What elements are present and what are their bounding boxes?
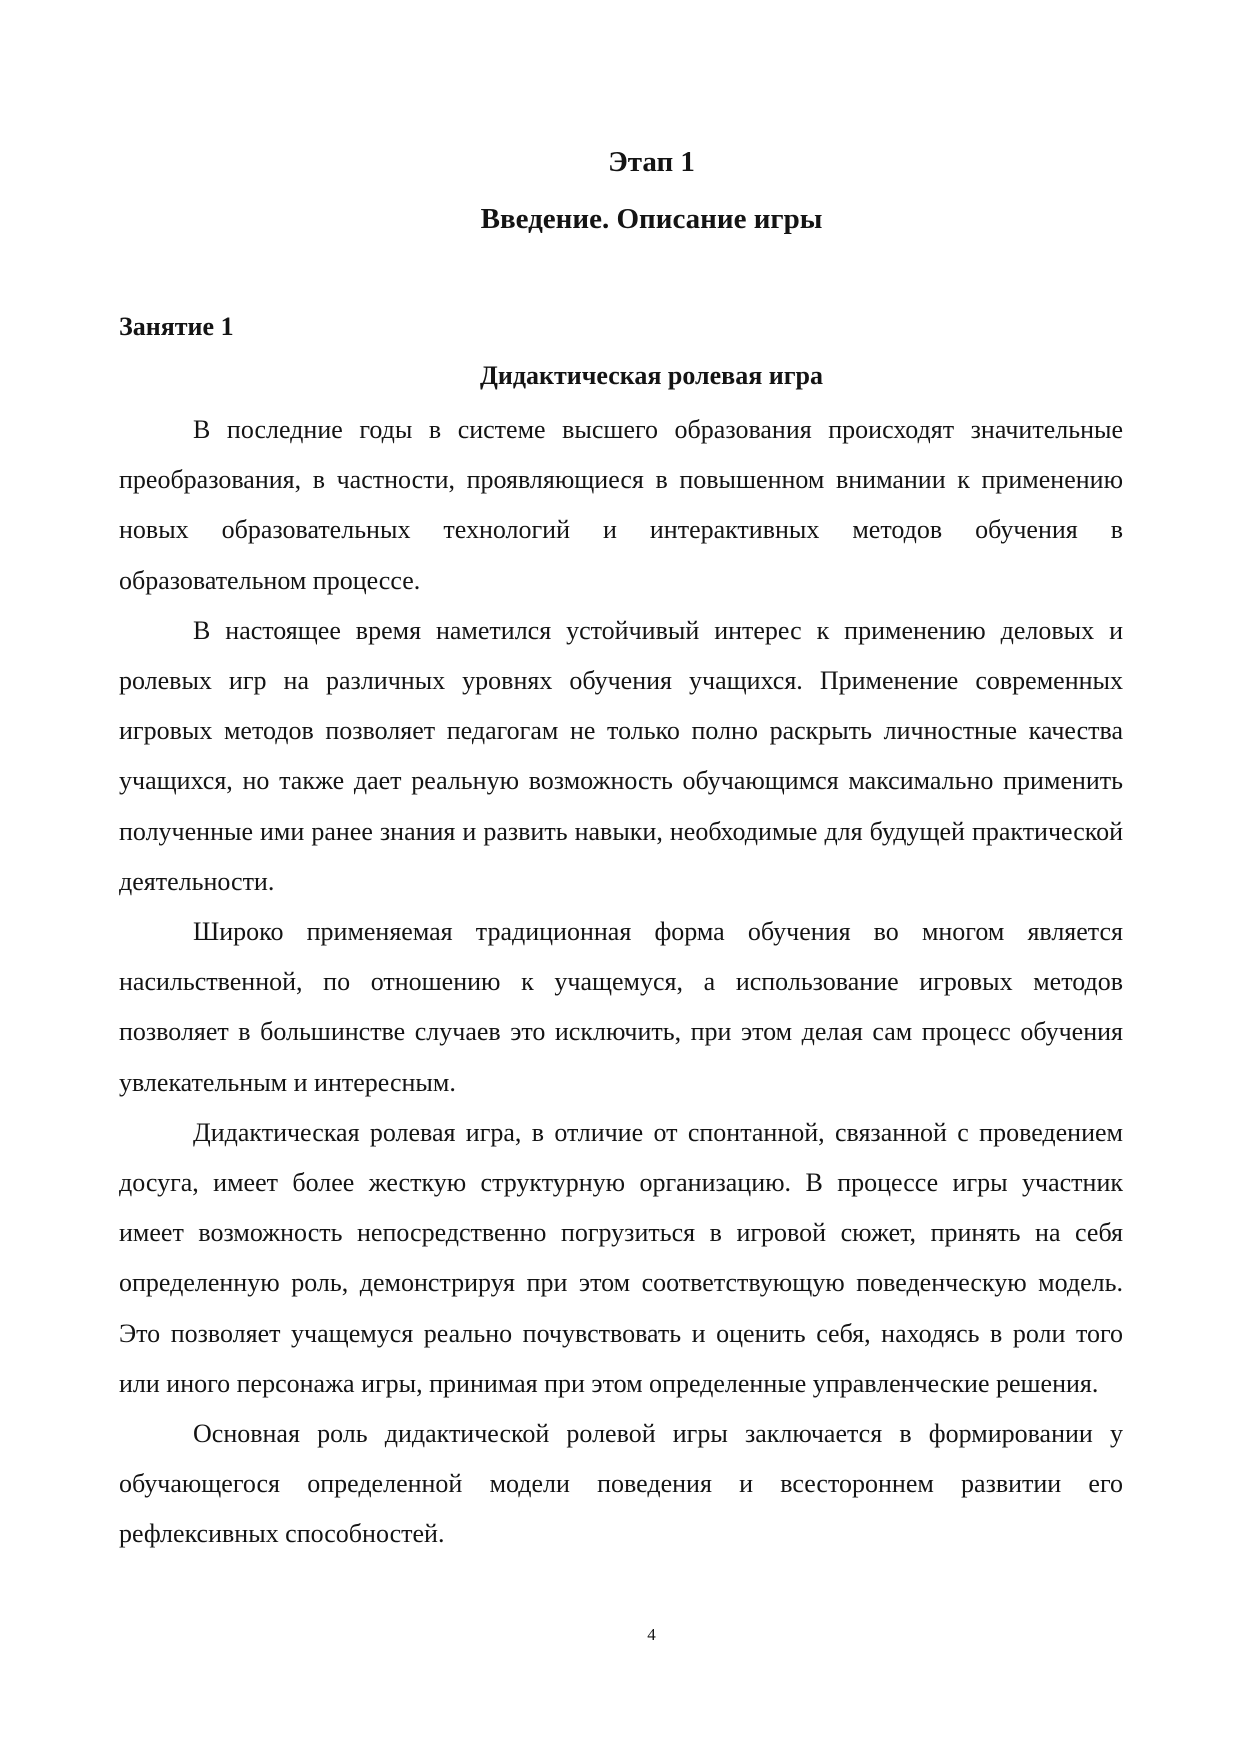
stage-title: Этап 1	[608, 146, 695, 178]
lesson-label: Занятие 1	[119, 312, 234, 341]
paragraph: Основная роль дидактической ролевой игры заключается в формировании у обучающегося определенной модели поведения и всестороннем развитии его рефлексивных способностей.	[119, 1419, 1123, 1549]
paragraph: В настоящее время наметился устойчивый интерес к применению деловых и ролевых игр на различных уровнях обучения учащихся. Применение современных игровых методов позволяет педагогам не только полно раскрыть личностные качества учащихся, но также дает реальную возможность обучающимся максимально применить полученные ими ранее знания и развить навыки, необходимые для будущей практической деятельности.	[119, 615, 1123, 896]
body-text	[119, 405, 1123, 1560]
paragraph: Широко применяемая традиционная форма обучения во многом является насильственной, по отношению к учащемуся, а использование игровых методов позволяет в большинстве случаев это исключить, при этом делая сам процесс обучения увлекательным и интересным.	[119, 917, 1123, 1097]
stage-subtitle: Введение. Описание игры	[480, 203, 823, 235]
paragraph: В последние годы в системе высшего образования происходят значительные преобразования, в частности, проявляющиеся в повышенном внимании к применению новых образовательных технологий и интерактивных методов обучения в образовательном процессе.	[119, 415, 1123, 595]
paragraph: Дидактическая ролевая игра, в отличие от спонтанной, связанной с проведением досуга, имеет более жесткую структурную организацию. В процессе игры участник имеет возможность непосредственно погрузиться в игровой сюжет, принять на себя определенную роль, демонстрируя при этом соответствующую поведенческую модель. Это позволяет учащемуся реально почувствовать и оценить себя, находясь в роли того или иного персонажа игры, принимая при этом определенные управленческие решения.	[119, 1117, 1123, 1398]
lesson-title: Дидактическая ролевая игра	[479, 361, 824, 390]
page-number: 4	[647, 1625, 656, 1644]
